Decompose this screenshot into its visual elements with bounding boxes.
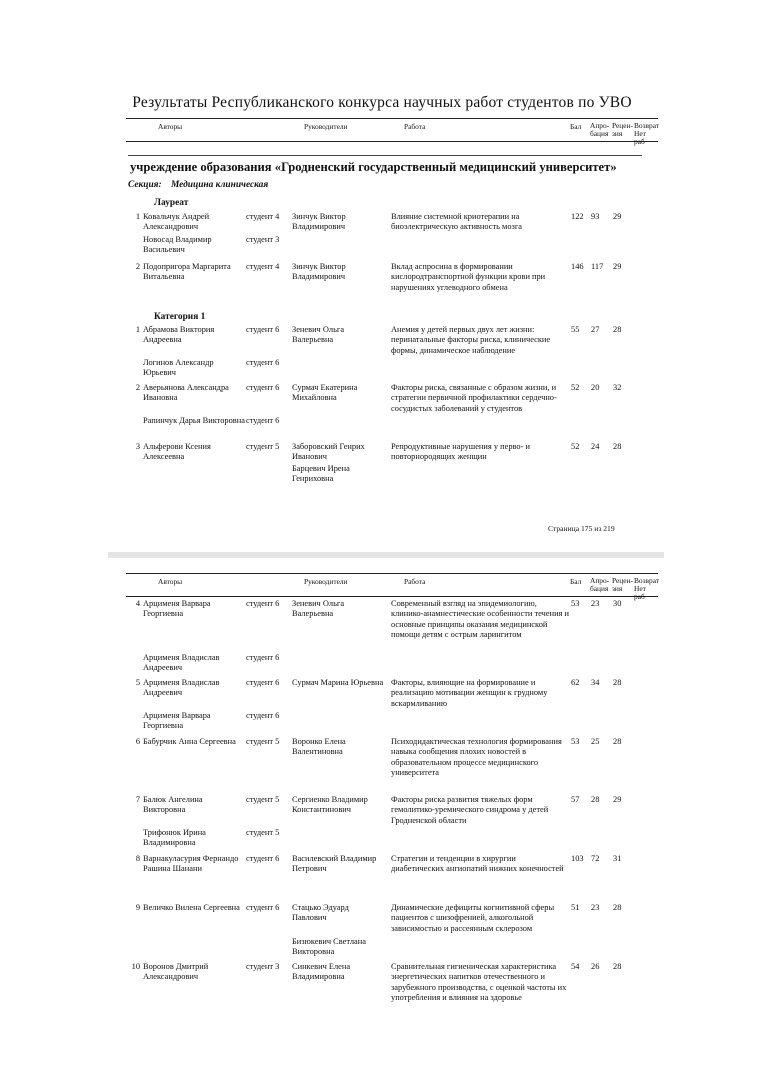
author-name: Подопригора Маргарита Витальевна <box>143 262 231 282</box>
row-number: 5 <box>135 678 140 687</box>
col-approb-1: Апро- <box>590 121 610 130</box>
student-year: студент 3 <box>246 235 280 244</box>
row-number: 8 <box>135 854 140 863</box>
col-review-1: Рецен- <box>612 576 633 585</box>
work-title: Факторы риска развития тяжелых форм гемолитико-уремического синдрома у детей Гродненской области <box>391 795 549 825</box>
col-approb-2: бация <box>590 584 609 593</box>
institution-name: учреждение образования «Гродненский государственный медицинский университет» <box>130 160 617 174</box>
header-top-rule <box>126 573 658 574</box>
row-number: 6 <box>135 737 140 746</box>
table-header <box>126 118 660 147</box>
author-name: Варнакуласурия Фернандо Рашина Шанани <box>143 854 239 874</box>
supervisor-name: Сергиенко Владимир Константинович <box>292 795 368 815</box>
approb-value: 23 <box>591 903 600 912</box>
supervisor-name: Сурмач Марина Юрьевна <box>292 678 384 687</box>
work-title: Факторы, влияющие на формирование и реализацию мотивации женщин к грудному вскармливанию <box>391 678 548 708</box>
student-year: студент 3 <box>246 962 280 971</box>
score-value: 62 <box>571 678 580 687</box>
student-year: студент 6 <box>246 383 280 392</box>
col-authors: Авторы <box>158 122 183 131</box>
supervisor-name: Синкевич Елена Владимировна <box>292 962 351 982</box>
col-review-2: зия <box>612 129 623 138</box>
col-approb-2: бация <box>590 129 609 138</box>
col-returned-2: Нет раб <box>634 584 646 602</box>
review-value: 28 <box>613 737 622 746</box>
supervisor-name: Зинчук Виктор Владимирович <box>292 212 346 232</box>
supervisor-name: Воронко Елена Валентиновна <box>292 737 346 757</box>
approb-value: 24 <box>591 442 600 451</box>
row-number: 10 <box>131 962 140 971</box>
author-name: Аверьянова Александра Ивановна <box>143 383 229 403</box>
review-value: 28 <box>613 962 622 971</box>
student-year: студент 6 <box>246 358 280 367</box>
student-year: студент 5 <box>246 828 280 837</box>
score-value: 52 <box>571 442 580 451</box>
student-year: студент 6 <box>246 854 280 863</box>
review-value: 31 <box>613 854 622 863</box>
author-name: Величко Вилена Сергеевна <box>143 903 240 912</box>
row-number: 3 <box>135 442 140 451</box>
review-value: 29 <box>613 262 622 271</box>
score-value: 53 <box>571 737 580 746</box>
col-review-2: зия <box>612 584 623 593</box>
student-year: студент 6 <box>246 325 280 334</box>
header-bottom-rule <box>126 141 658 142</box>
col-returned-1: Возврат <box>634 121 660 130</box>
work-title: Динамические дефициты когнитивной сферы пациентов с шизофренией, алкогольной зависимостью и рассеянным склерозом <box>391 903 555 933</box>
supervisor-name: Сурмач Екатерина Михайловна <box>292 383 358 403</box>
approb-value: 34 <box>591 678 600 687</box>
row-number: 2 <box>135 262 140 271</box>
student-year: студент 6 <box>246 653 280 662</box>
work-title: Факторы риска, связанные с образом жизни, и стратегии первичной профилактики сердечно-сосудистых заболеваний у студентов <box>391 383 557 413</box>
author-name: Бабурчик Анна Сергеевна <box>143 737 236 746</box>
work-title: Репродуктивные нарушения у перво- и повторнородящих женщин <box>391 442 530 462</box>
category-heading: Категория 1 <box>154 312 206 322</box>
review-value: 28 <box>613 903 622 912</box>
supervisor-name: Стацько Эдуард Павлович <box>292 903 349 923</box>
review-value: 29 <box>613 795 622 804</box>
student-year: студент 4 <box>246 212 280 221</box>
author-name: Воронов Дмитрий Александрович <box>143 962 209 982</box>
approb-value: 25 <box>591 737 600 746</box>
col-review-1: Рецен- <box>612 121 633 130</box>
student-year: студент 6 <box>246 416 280 425</box>
author-name: Абрамова Виктория Андреевна <box>143 325 215 345</box>
author-name: Арцименя Варвара Георгиевна <box>143 599 211 619</box>
score-value: 103 <box>571 854 584 863</box>
approb-value: 27 <box>591 325 600 334</box>
work-title: Психодидактическая технология формирования навыка сообщения плохих новостей в образовательном процессе медицинского университета <box>391 737 562 778</box>
supervisor-name: Зеневич Ольга Валерьевна <box>292 599 345 619</box>
header-bottom-rule <box>126 596 658 597</box>
author-name: Альферови Ксения Алексеевна <box>143 442 211 462</box>
score-value: 54 <box>571 962 580 971</box>
author-name: Арцименя Варвара Георгиевна <box>143 711 211 731</box>
score-value: 122 <box>571 212 584 221</box>
section-label: Секция: <box>128 180 162 190</box>
author-name: Балюк Ангелина Викторовна <box>143 795 203 815</box>
document-page-2 <box>0 558 764 1080</box>
laureate-heading: Лауреат <box>154 198 189 208</box>
review-value: 30 <box>613 599 622 608</box>
supervisor-name: Зинчук Виктор Владимирович <box>292 262 346 282</box>
author-name: Новосад Владимир Васильевич <box>143 235 212 255</box>
row-number: 9 <box>135 903 140 912</box>
section-name: Медицина клиническая <box>170 180 269 190</box>
score-value: 146 <box>571 262 584 271</box>
author-name: Арцименя Владислав Андреевич <box>143 678 220 698</box>
work-title: Влияние системной криотерапии на биоэлектрическую активность мозга <box>391 212 522 232</box>
student-year: студент 6 <box>246 711 280 720</box>
col-authors: Авторы <box>158 577 183 586</box>
institution-rule <box>128 155 642 156</box>
score-value: 52 <box>571 383 580 392</box>
col-supervisors: Руководители <box>304 122 348 131</box>
col-score: Бал <box>570 122 582 131</box>
approb-value: 93 <box>591 212 600 221</box>
col-work: Работа <box>404 577 426 586</box>
score-value: 55 <box>571 325 580 334</box>
supervisor-name: Василевский Владимир Петрович <box>292 854 377 874</box>
row-number: 4 <box>135 599 140 608</box>
work-title: Современный взгляд на эпидемиологию, клинико-анамнестические особенности течения и основные принципы оказания медицинской помощи детям с острым ларингитом <box>391 599 569 640</box>
review-value: 32 <box>613 383 622 392</box>
review-value: 28 <box>613 678 622 687</box>
page-footer: Страница 175 из 219 <box>548 524 615 533</box>
col-work: Работа <box>404 122 426 131</box>
supervisor-name: Зеневич Ольга Валерьевна <box>292 325 345 345</box>
author-name: Трифонюк Ирина Владимировна <box>143 828 206 848</box>
col-returned-1: Возврат <box>634 576 660 585</box>
review-value: 28 <box>613 442 622 451</box>
page-title: Результаты Республиканского конкурса научных работ студентов по УВО <box>132 94 632 111</box>
approb-value: 26 <box>591 962 600 971</box>
author-name: Рапинчук Дарья Викторовна <box>143 416 245 425</box>
table-header <box>126 573 660 602</box>
approb-value: 23 <box>591 599 600 608</box>
author-name: Арцименя Владислав Андреевич <box>143 653 220 673</box>
student-year: студент 6 <box>246 903 280 912</box>
col-approb-1: Апро- <box>590 576 610 585</box>
col-score: Бал <box>570 577 582 586</box>
review-value: 29 <box>613 212 622 221</box>
approb-value: 117 <box>591 262 604 271</box>
student-year: студент 6 <box>246 678 280 687</box>
work-title: Вклад аспросина в формировании кислородтранспортной функции крови при нарушениях углеводного обмена <box>391 262 546 292</box>
student-year: студент 5 <box>246 442 280 451</box>
score-value: 51 <box>571 903 580 912</box>
header-top-rule <box>126 118 658 119</box>
score-value: 57 <box>571 795 580 804</box>
student-year: студент 5 <box>246 737 280 746</box>
row-number: 2 <box>135 383 140 392</box>
row-number: 7 <box>135 795 140 804</box>
student-year: студент 4 <box>246 262 280 271</box>
work-title: Сравнительная гигиеническая характеристика энергетических напитков отечественного и зарубежного производства, с оценкой частоты их употребления и влияния на здоровье <box>391 962 567 1003</box>
approb-value: 72 <box>591 854 600 863</box>
work-title: Анемия у детей первых двух лет жизни: перинатальные факторы риска, клинические формы, динамическое наблюдение <box>391 325 551 355</box>
row-number: 1 <box>135 325 140 334</box>
student-year: студент 5 <box>246 795 280 804</box>
author-name: Ковальчук Андрей Александрович <box>143 212 210 232</box>
author-name: Логинов Александр Юрьевич <box>143 358 214 378</box>
student-year: студент 6 <box>246 599 280 608</box>
col-returned-2: Нет раб <box>634 129 646 147</box>
review-value: 28 <box>613 325 622 334</box>
supervisor-name: Заборовский Генрих Иванович <box>292 442 365 462</box>
supervisor-name: Барцевич Ирена Генриховна <box>292 464 350 484</box>
approb-value: 28 <box>591 795 600 804</box>
approb-value: 20 <box>591 383 600 392</box>
col-supervisors: Руководители <box>304 577 348 586</box>
work-title: Стратегии и тенденции в хирургии диабетических ангиопатий нижних конечностей <box>391 854 564 874</box>
section-heading <box>128 180 268 190</box>
score-value: 53 <box>571 599 580 608</box>
row-number: 1 <box>135 212 140 221</box>
supervisor-name: Бизюкевич Светлана Викторовна <box>292 937 366 957</box>
